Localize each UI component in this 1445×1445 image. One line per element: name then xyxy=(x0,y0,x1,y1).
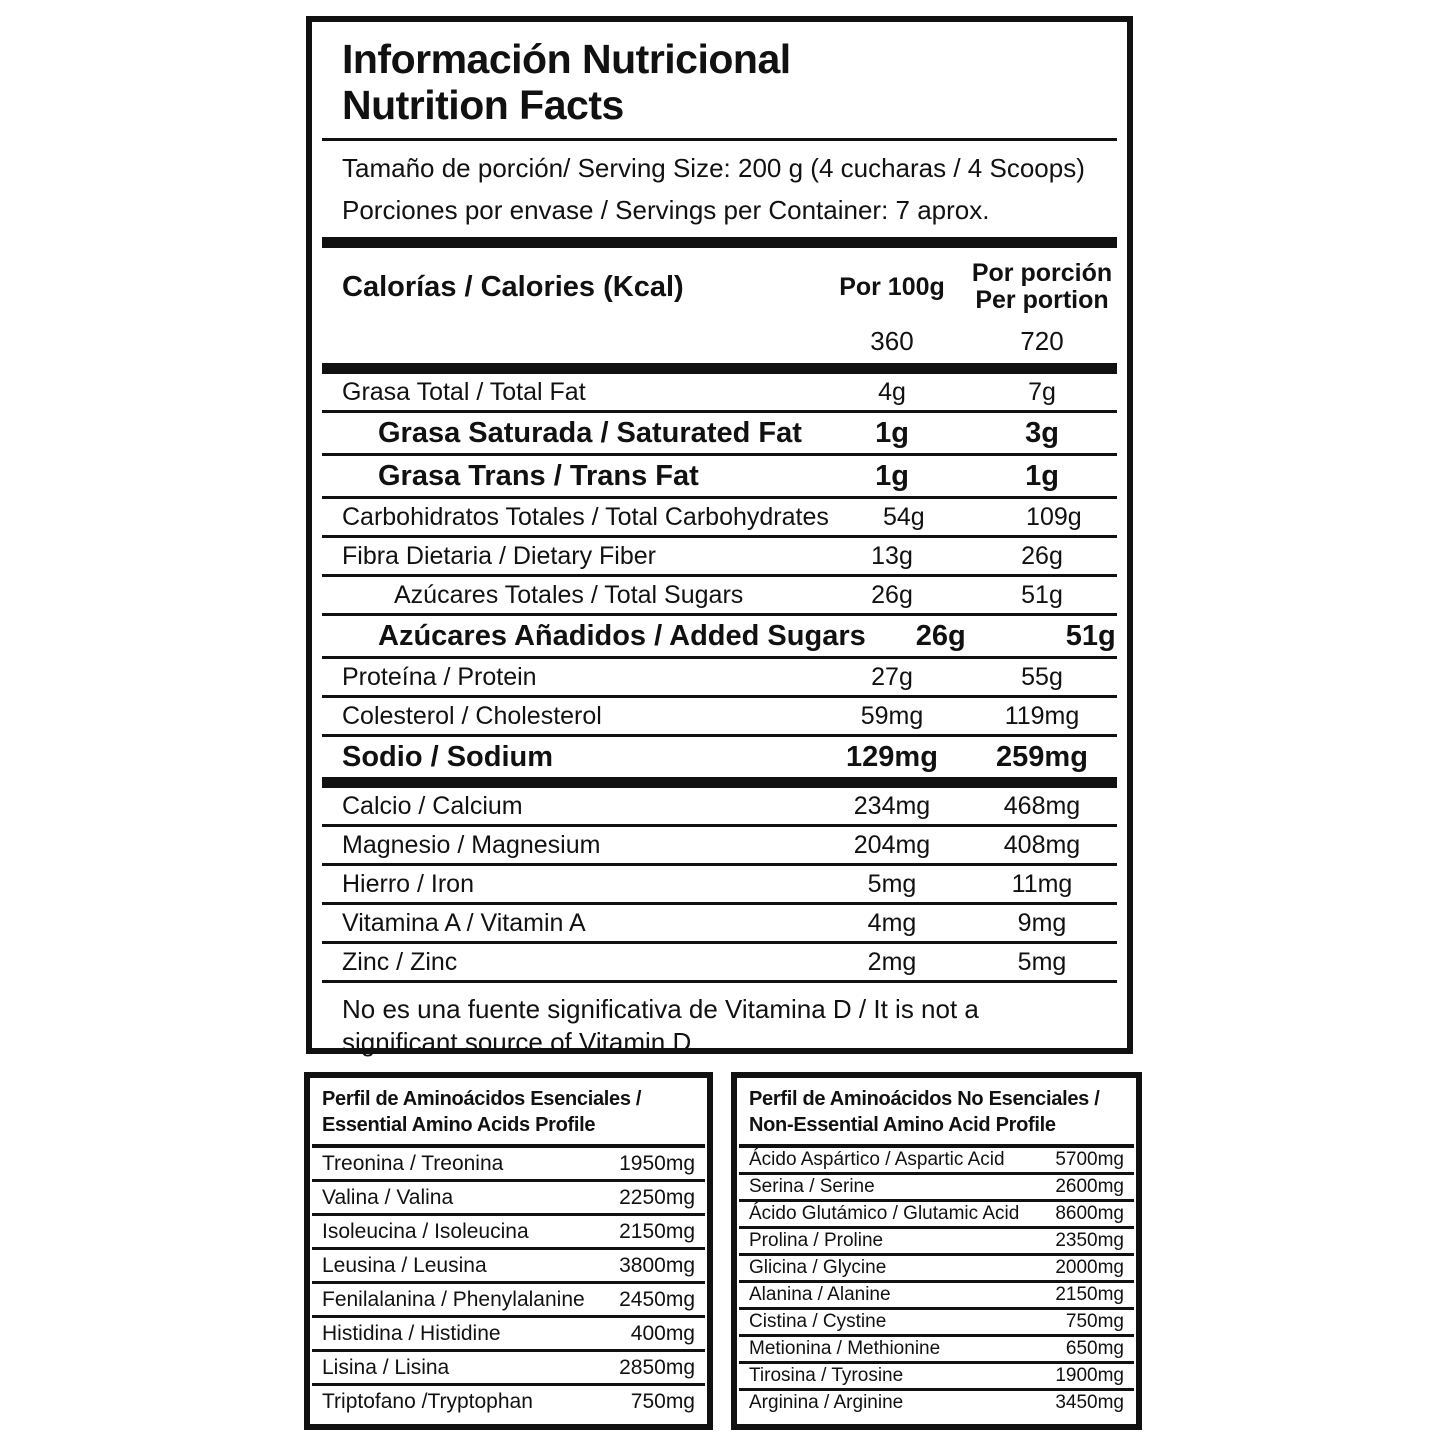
nutrient-row-zinc xyxy=(322,944,1117,980)
per-portion-value: 5mg xyxy=(1017,947,1067,976)
nutrient-label: Hierro / Iron xyxy=(342,869,474,898)
amino-name: Cistina / Cystine xyxy=(749,1311,887,1332)
per-portion-value: 259mg xyxy=(996,740,1088,773)
nutrition-facts-panel xyxy=(306,16,1133,1057)
nutrient-label: Grasa Trans / Trans Fat xyxy=(378,459,699,492)
nutrient-label: Calcio / Calcium xyxy=(342,791,523,820)
nutrient-label: Vitamina A / Vitamin A xyxy=(342,908,586,937)
amino-row-threonine xyxy=(310,1148,707,1179)
nutrient-row-iron xyxy=(322,866,1117,902)
amino-row-serine xyxy=(737,1175,1136,1199)
per-portion-value: 468mg xyxy=(1003,791,1081,820)
per-100g-value: 1g xyxy=(875,416,909,449)
amino-value: 2150mg xyxy=(619,1219,695,1243)
vitamin-d-footnote: No es una fuente significativa de Vitamina D / It is not a significant source of Vitamin D. xyxy=(342,994,979,1057)
per-100g-value: 26g xyxy=(915,619,966,652)
amino-row-isoleucine xyxy=(310,1216,707,1247)
amino-value: 2150mg xyxy=(1055,1284,1124,1305)
nutrient-label: Proteína / Protein xyxy=(342,662,537,691)
per-portion-value: 51g xyxy=(1021,580,1063,609)
per-100g-value: 59mg xyxy=(860,701,924,730)
essential-panel-title: Perfil de Aminoácidos Esenciales / Essential Amino Acids Profile xyxy=(322,1088,642,1136)
amino-name: Metionina / Methionine xyxy=(749,1338,941,1359)
amino-value: 2850mg xyxy=(619,1355,695,1379)
amino-name: Ácido Aspártico / Aspartic Acid xyxy=(749,1149,1005,1170)
amino-value: 2350mg xyxy=(1055,1230,1124,1251)
amino-name: Serina / Serine xyxy=(749,1176,875,1197)
per-portion-value: 51g xyxy=(1065,619,1116,652)
calories-header-row xyxy=(322,248,1117,314)
amino-name: Fenilalanina / Phenylalanine xyxy=(322,1287,585,1311)
amino-row-lysine xyxy=(310,1352,707,1383)
nutrient-row-added-sugars xyxy=(322,616,1117,656)
amino-name: Arginina / Arginine xyxy=(749,1392,904,1413)
per-portion-value: 3g xyxy=(1025,416,1059,449)
nutrient-row-dietary-fiber xyxy=(322,538,1117,574)
amino-row-glutamic-acid xyxy=(737,1202,1136,1226)
non-essential-panel-title: Perfil de Aminoácidos No Esenciales / Non-Essential Amino Acid Profile xyxy=(749,1088,1100,1136)
amino-row-valine xyxy=(310,1182,707,1213)
per-100g-value: 234mg xyxy=(853,791,931,820)
amino-value: 3800mg xyxy=(619,1253,695,1277)
per-portion-value: 26g xyxy=(1021,541,1063,570)
nutrient-row-total-fat xyxy=(322,374,1117,410)
amino-name: Valina / Valina xyxy=(322,1185,454,1209)
amino-name: Histidina / Histidine xyxy=(322,1321,501,1345)
nutrient-label: Azúcares Añadidos / Added Sugars xyxy=(378,619,866,652)
amino-value: 400mg xyxy=(630,1321,695,1345)
nutrient-row-cholesterol xyxy=(322,698,1117,734)
calories-per-portion-value: 720 xyxy=(1020,326,1064,356)
amino-name: Triptofano /Tryptophan xyxy=(322,1389,533,1413)
serving-size-text: Tamaño de porción/ Serving Size: 200 g (4 cucharas / 4 Scoops) xyxy=(342,153,1085,183)
per-100g-value: 26g xyxy=(871,580,913,609)
nutrient-row-total-sugars xyxy=(322,577,1117,613)
per-portion-value: 1g xyxy=(1025,459,1059,492)
column-header-per-100g: Por 100g xyxy=(839,272,945,301)
amino-row-alanine xyxy=(737,1283,1136,1307)
per-100g-value: 4g xyxy=(878,377,906,406)
amino-name: Isoleucina / Isoleucina xyxy=(322,1219,529,1243)
amino-value: 5700mg xyxy=(1055,1149,1124,1170)
thick-divider xyxy=(322,363,1117,374)
amino-value: 3450mg xyxy=(1055,1392,1124,1413)
per-100g-value: 204mg xyxy=(853,830,931,859)
per-portion-value: 408mg xyxy=(1003,830,1081,859)
nutrient-row-vitamin-a xyxy=(322,905,1117,941)
per-portion-value: 119mg xyxy=(1004,701,1080,730)
nutrient-label: Fibra Dietaria / Dietary Fiber xyxy=(342,541,656,570)
non-essential-amino-acids-panel xyxy=(731,1072,1142,1430)
nutrient-label: Grasa Total / Total Fat xyxy=(342,377,586,406)
amino-name: Lisina / Lisina xyxy=(322,1355,450,1379)
amino-row-arginine xyxy=(737,1391,1136,1415)
per-100g-value: 4mg xyxy=(867,908,917,937)
nutrient-row-sodium xyxy=(322,737,1117,777)
per-portion-value: 55g xyxy=(1021,662,1063,691)
calories-per-100g-value: 360 xyxy=(870,326,914,356)
nutrient-row-total-carbohydrates xyxy=(322,499,1117,535)
amino-row-cystine xyxy=(737,1310,1136,1334)
amino-value: 750mg xyxy=(1065,1311,1124,1332)
nutrient-label: Carbohidratos Totales / Total Carbohydrates xyxy=(342,502,829,531)
amino-value: 2450mg xyxy=(619,1287,695,1311)
amino-row-glycine xyxy=(737,1256,1136,1280)
nutrient-label: Grasa Saturada / Saturated Fat xyxy=(378,416,802,449)
per-100g-value: 1g xyxy=(875,459,909,492)
amino-name: Tirosina / Tyrosine xyxy=(749,1365,904,1386)
amino-value: 750mg xyxy=(630,1389,695,1413)
nutrient-label: Zinc / Zinc xyxy=(342,947,458,976)
essential-amino-acids-panel xyxy=(304,1072,713,1430)
per-portion-value: 7g xyxy=(1028,377,1056,406)
amino-name: Alanina / Alanine xyxy=(749,1284,891,1305)
amino-row-proline xyxy=(737,1229,1136,1253)
nutrient-row-protein xyxy=(322,659,1117,695)
panel-title xyxy=(322,22,1117,138)
amino-name: Treonina / Treonina xyxy=(322,1151,504,1175)
thick-divider xyxy=(322,777,1117,788)
thick-divider xyxy=(322,237,1117,248)
amino-row-tyrosine xyxy=(737,1364,1136,1388)
per-100g-value: 5mg xyxy=(867,869,917,898)
amino-name: Glicina / Glycine xyxy=(749,1257,887,1278)
nutrient-label: Sodio / Sodium xyxy=(342,740,554,773)
amino-name: Leusina / Leusina xyxy=(322,1253,487,1277)
column-header-per-portion: Por porción Per portion xyxy=(971,259,1113,314)
amino-value: 8600mg xyxy=(1055,1203,1124,1224)
nutrient-row-calcium xyxy=(322,788,1117,824)
per-100g-value: 54g xyxy=(883,502,925,531)
per-portion-value: 9mg xyxy=(1017,908,1067,937)
amino-row-aspartic-acid xyxy=(737,1148,1136,1172)
amino-value: 2000mg xyxy=(1055,1257,1124,1278)
amino-value: 1950mg xyxy=(619,1151,695,1175)
amino-row-methionine xyxy=(737,1337,1136,1361)
per-portion-value: 109g xyxy=(1026,502,1082,531)
amino-value: 2600mg xyxy=(1055,1176,1124,1197)
nutrient-label: Magnesio / Magnesium xyxy=(342,830,601,859)
calories-values-row xyxy=(322,314,1117,363)
panel-title-english: Nutrition Facts xyxy=(342,82,624,128)
amino-value: 650mg xyxy=(1065,1338,1124,1359)
amino-row-leucine xyxy=(310,1250,707,1281)
amino-name: Ácido Glutámico / Glutamic Acid xyxy=(749,1203,1020,1224)
nutrient-row-saturated-fat xyxy=(322,413,1117,453)
nutrient-label: Azúcares Totales / Total Sugars xyxy=(394,580,744,609)
per-100g-value: 129mg xyxy=(846,740,938,773)
amino-name: Prolina / Proline xyxy=(749,1230,884,1251)
servings-per-container-text: Porciones por envase / Servings per Container: 7 aprox. xyxy=(342,195,990,225)
amino-value: 2250mg xyxy=(619,1185,695,1209)
calories-label: Calorías / Calories (Kcal) xyxy=(342,270,684,303)
per-100g-value: 13g xyxy=(871,541,913,570)
per-portion-value: 11mg xyxy=(1011,869,1073,898)
amino-row-histidine xyxy=(310,1318,707,1349)
nutrient-label: Colesterol / Cholesterol xyxy=(342,701,602,730)
amino-value: 1900mg xyxy=(1055,1365,1124,1386)
panel-title-spanish: Información Nutricional xyxy=(342,36,791,82)
nutrient-row-magnesium xyxy=(322,827,1117,863)
amino-row-tryptophan xyxy=(310,1386,707,1417)
per-100g-value: 2mg xyxy=(867,947,917,976)
per-100g-value: 27g xyxy=(871,662,913,691)
amino-row-phenylalanine xyxy=(310,1284,707,1315)
nutrient-row-trans-fat xyxy=(322,456,1117,496)
